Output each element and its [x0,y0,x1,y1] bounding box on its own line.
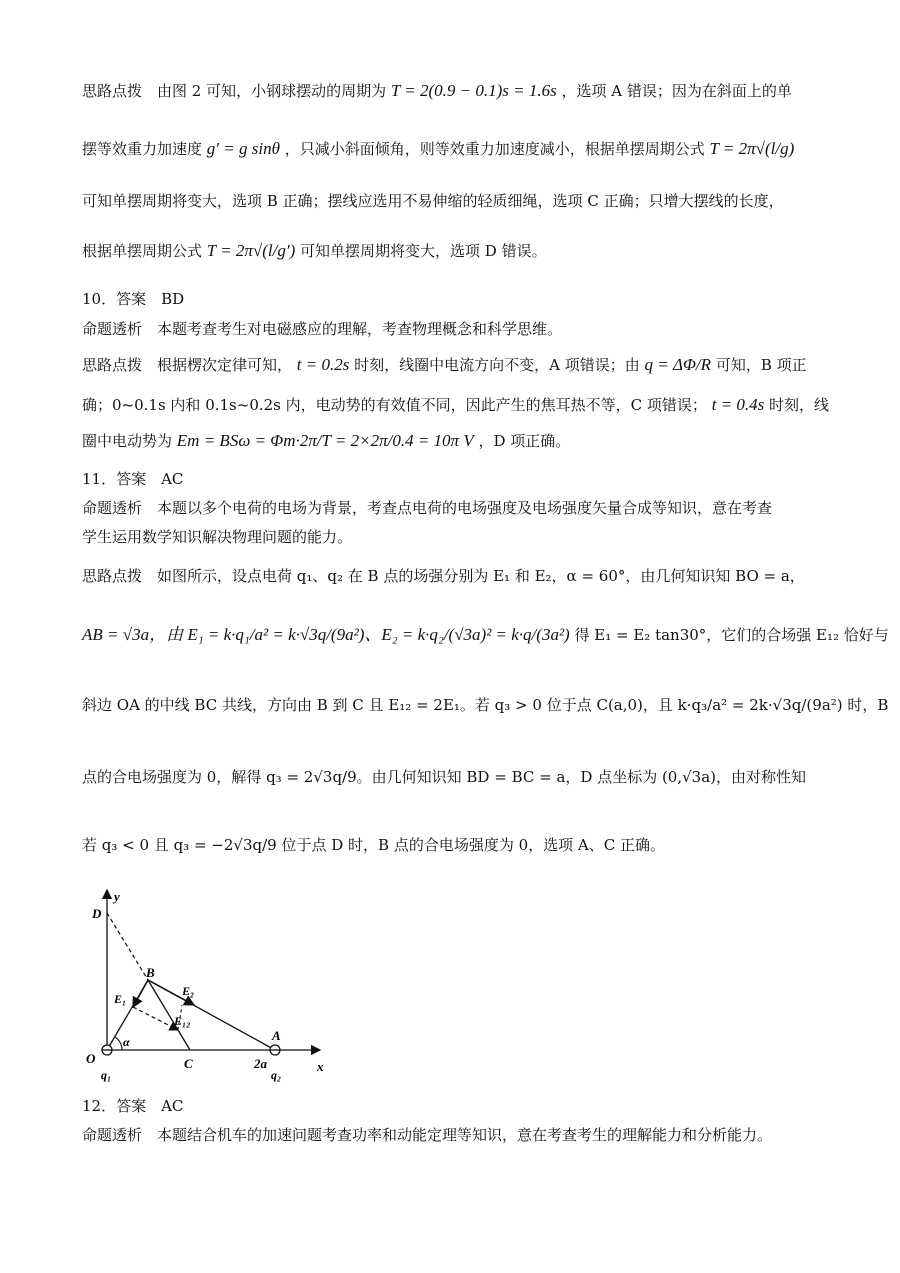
text: 摆等效重力加速度 [82,140,203,158]
equation: T = 2(0.9 − 0.1)s = 1.6s [390,81,557,100]
para11-line3: 斜边 OA 的中线 BC 共线，方向由 B 到 C 且 E₁₂ = 2E₁。若 q₃ > 0 位于点 C(a,0)，且 k·q₃/a² = 2k·√3q/(9a²) 时，B [82,696,889,714]
label-A: A [272,1028,281,1043]
intent-11-line1: 命题透析 本题以多个电荷的电场为背景，考查点电荷的电场强度及电场强度矢量合成等知识，意在考查 [82,499,773,517]
label-x: x [317,1059,324,1074]
angle-arc [115,1037,122,1050]
para9-line3 [82,190,784,212]
intent-12: 命题透析 本题结合机车的加速问题考查功率和动能定理等知识，意在考查考生的理解能力和分析能力。 [82,1126,773,1144]
text: 圈中电动势为 [82,432,173,450]
para10-line3 [82,430,570,452]
label-q2: q₂ [271,1068,282,1082]
equation: q = ΔΦ/R [644,355,712,374]
text: 时刻，线 [769,396,830,414]
intent-11-line2: 学生运用数学知识解决物理问题的能力。 [82,528,353,546]
para11-line2 [82,624,889,646]
label-y: y [114,889,120,904]
para9-line2 [82,138,794,160]
para9-line1 [82,80,792,102]
vector-E1 [133,980,148,1007]
label-2a: 2a [254,1056,267,1071]
label-C: C [184,1056,193,1071]
label-q1: q₁ [101,1068,112,1082]
para11-line4: 点的合电场强度为 0，解得 q₃ = 2√3q/9。由几何知识知 BD = BC = a，D 点坐标为 (0,√3a)，由对称性知 [82,768,807,786]
text: 可知单摆周期将变大，选项 B 正确；摆线应选用不易伸缩的轻质细绳，选项 C 正确；只增大摆线的长度， [82,192,784,210]
text: 得 E₁ = E₂ tan30°，它们的合场强 E₁₂ 恰好与 [574,626,889,644]
answer-11: 11．答案 AC [82,470,184,488]
text: 根据单摆周期公式 [82,242,203,260]
intent-10: 命题透析 本题考查考生对电磁感应的理解，考查物理概念和科学思维。 [82,320,563,338]
para11-line1: 思路点拨 如图所示，设点电荷 q₁、q₂ 在 B 点的场强分别为 E₁ 和 E₂，α = 60°，由几何知识知 BO = a， [82,567,805,585]
label-E2: E₂ [182,984,195,998]
equation: t = 0.4s [711,395,765,414]
equation: T = 2π√(l/g) [709,139,795,158]
label-alpha: α [123,1035,130,1049]
para10-line2 [82,394,829,416]
label-D: D [92,906,102,921]
label-O: O [86,1051,96,1066]
field-diagram [82,885,332,1085]
text: ，D 项正确。 [478,432,571,450]
equation: g′ = g sinθ [206,139,280,158]
label-B: B [146,965,155,980]
text: 可知，B 项正 [715,356,807,374]
equation: t = 0.2s [296,355,350,374]
equation: Em = BSω = Φm·2π/T = 2×2π/0.4 = 10π V [176,431,474,450]
field-diagram-svg [82,885,332,1085]
text: ，选项 A 错误；因为在斜面上的单 [561,82,792,100]
para10-line1 [82,354,807,376]
text: 思路点拨 根据楞次定律可知， [82,356,293,374]
text: ，只减小斜面倾角，则等效重力加速度减小，根据单摆周期公式 [284,140,705,158]
label-E1: E₁ [114,992,127,1006]
text: 确；0~0.1s 内和 0.1s~0.2s 内，电动势的有效值不同，因此产生的焦耳热不等，C 项错误； [82,396,707,414]
equation: T = 2π√(l/g′) [206,241,296,260]
answer-10: 10．答案 BD [82,290,185,308]
text: 时刻，线圈中电流方向不变，A 项错误；由 [354,356,640,374]
text: 思路点拨 由图 2 可知，小钢球摆动的周期为 [82,82,387,100]
label-E12: E₁₂ [174,1014,191,1028]
para9-line4 [82,240,547,262]
line-DB-dashed [107,913,148,980]
text: 可知单摆周期将变大，选项 D 错误。 [300,242,547,260]
equation: AB = √3a，由 E₁ = k·q₁/a² = k·√3q/(9a²)、E₂ = k·q₂/(√3a)² = k·q/(3a²) [82,625,570,644]
para11-line5: 若 q₃ < 0 且 q₃ = −2√3q/9 位于点 D 时，B 点的合电场强度为 0，选项 A、C 正确。 [82,836,665,854]
answer-12: 12．答案 AC [82,1097,184,1115]
